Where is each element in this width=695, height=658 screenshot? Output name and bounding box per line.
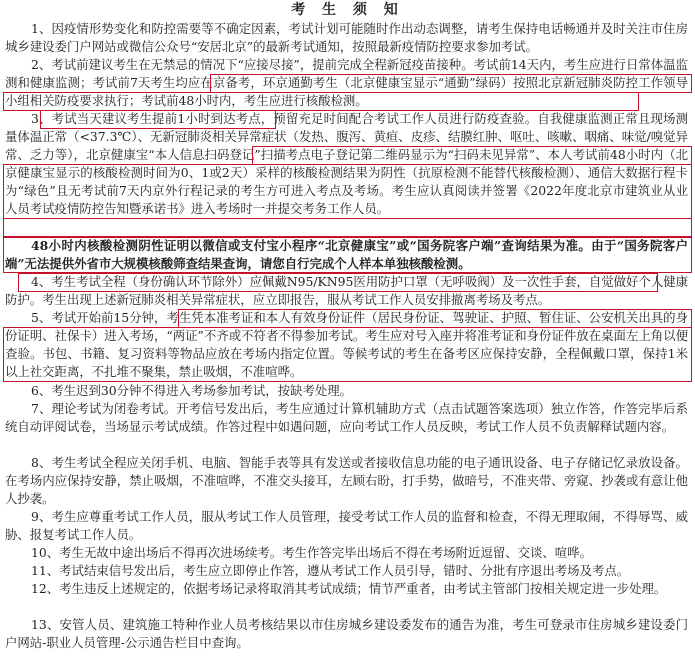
paragraph-6: 6、考生迟到30分钟不得进入考场参加考试，按缺考处理。 (31, 383, 353, 398)
paragraph-12: 12、考生违反上述规定的，依据考场记录将取消其考试成绩；情节严重者，由考试主管部门按相关规定进一步处理。 (31, 581, 667, 596)
paragraph-8: 8、考生考试全程应关闭手机、电脑、智能手表等具有发送或者接收信息功能的电子通讯设备、电子存储记忆录放设备。在考场内应保持安静，禁止吸烟，不准喧哗，不准交头接耳，左顾右盼，打手势，做暗号，不准夹带、旁窥、抄袭或有意让他人抄袭。 (5, 455, 688, 506)
paragraph-5: 5、考试开始前15分钟，考生凭本准考证和本人有效身份证件（居民身份证、驾驶证、护照、暂住证、公安机关出具的身份证明、社保卡）进入考场，“两证”不齐或不符者不得参加考试。考生应对号入座并将准考证和身份证件放在桌面左上角以便查验。书包、书籍、复习资料等物品应放在考场内指定位置。等候考试的考生在备考区应保持安静，全程佩戴口罩，保持1米以上社交距离，不扎堆不聚集，禁止吸烟，不准喧哗。 (5, 310, 688, 379)
paragraph-9: 9、考生应尊重考试工作人员，服从考试工作人员管理，接受考试工作人员的监督和检查，不得无理取闹，不得辱骂、威胁、报复考试工作人员。 (5, 509, 688, 542)
paragraph-10: 10、考生无故中途出场后不得再次进场续考。考生作答完毕出场后不得在考场附近逗留、交谈、喧哗。 (31, 545, 592, 560)
paragraph-4: 4、考生考试全程（身份确认环节除外）应佩戴N95/KN95医用防护口罩（无呼吸阀）及一次性手套，自觉做好个人健康防护。考生出现上述新冠肺炎相关异常症状，应立即报告，服从考试工作人员安排撤离考场及考点。 (5, 274, 688, 307)
paragraph-7: 7、理论考试为闭卷考试。开考信号发出后，考生应通过计算机辅助方式（点击试题答案选项）独立作答，作答完毕后系统自动评阅试卷，当场显示考试成绩。作答过程中如遇问题，应向考试工作人员反映，考试工作人员不负责解释试题内容。 (5, 401, 688, 434)
paragraph-11: 11、考试结束信号发出后，考生应立即停止作答，遵从考试工作人员引导，错时、分批有序退出考场及考点。 (31, 563, 630, 578)
paragraph-nucleic-note: 48小时内核酸检测阴性证明以微信或支付宝小程序“北京健康宝”或“国务院客户端”查询结果为准。由于“国务院客户端”无法提供外省市大规模核酸筛查结果查询，请您自行完成个人样本单独核酸检测。 (5, 238, 688, 271)
paragraph-1: 1、因疫情形势变化和防控需要等不确定因素，考试计划可能随时作出动态调整，请考生保持电话畅通并及时关注市住房城乡建设委门户网站或微信公众号“安居北京”的最新考试通知，按照最新疫情防控要求参加考试。 (5, 21, 688, 54)
document-title: 考 生 须 知 (291, 2, 404, 18)
paragraph-3: 3、考试当天建议考生提前1小时到达考点，预留充足时间配合考试工作人员进行防疫查验。自我健康监测正常且现场测量体温正常（<37.3℃）、无新冠肺炎相关异常症状（发热、腹泻、黄疸、皮疹、结膜红肿、呕吐、咳嗽、咽痛、味觉/嗅觉异常、乏力等），北京健康宝“本人信息扫码登记”扫描考点电子登记第二维码显示为“扫码未见异常”、本人考试前48小时内（北京健康宝显示的核酸检测时间为0、1或2天）采样的核酸检测结果为阴性（抗原检测不能替代核酸检测）、通信大数据行程卡为“绿色”且无考试前7天内京外行程记录的考生方可进入考点及考场。考生应认真阅读并签署《2022年度北京市建筑业从业人员考试疫情防控告知暨承诺书》进入考场时一并提交考务工作人员。 (5, 111, 688, 216)
paragraph-13: 13、安管人员、建筑施工特种作业人员考核结果以市住房城乡建设委发布的通告为准，考生可登录市住房城乡建设委门户网站-职业人员管理-公示通告栏目中查询。 (5, 617, 688, 650)
paragraph-2: 2、考试前建议考生在无禁忌的情况下“应接尽接”，提前完成全程新冠疫苗接种。考试前14天内，考生应进行日常体温监测和健康监测；考试前7天考生均应在京备考，环京通勤考生（北京健康宝显示“通勤”绿码）按照北京新冠肺炎防控工作领导小组相关防疫要求执行；考试前48小时内，考生应进行核酸检测。 (5, 57, 688, 108)
